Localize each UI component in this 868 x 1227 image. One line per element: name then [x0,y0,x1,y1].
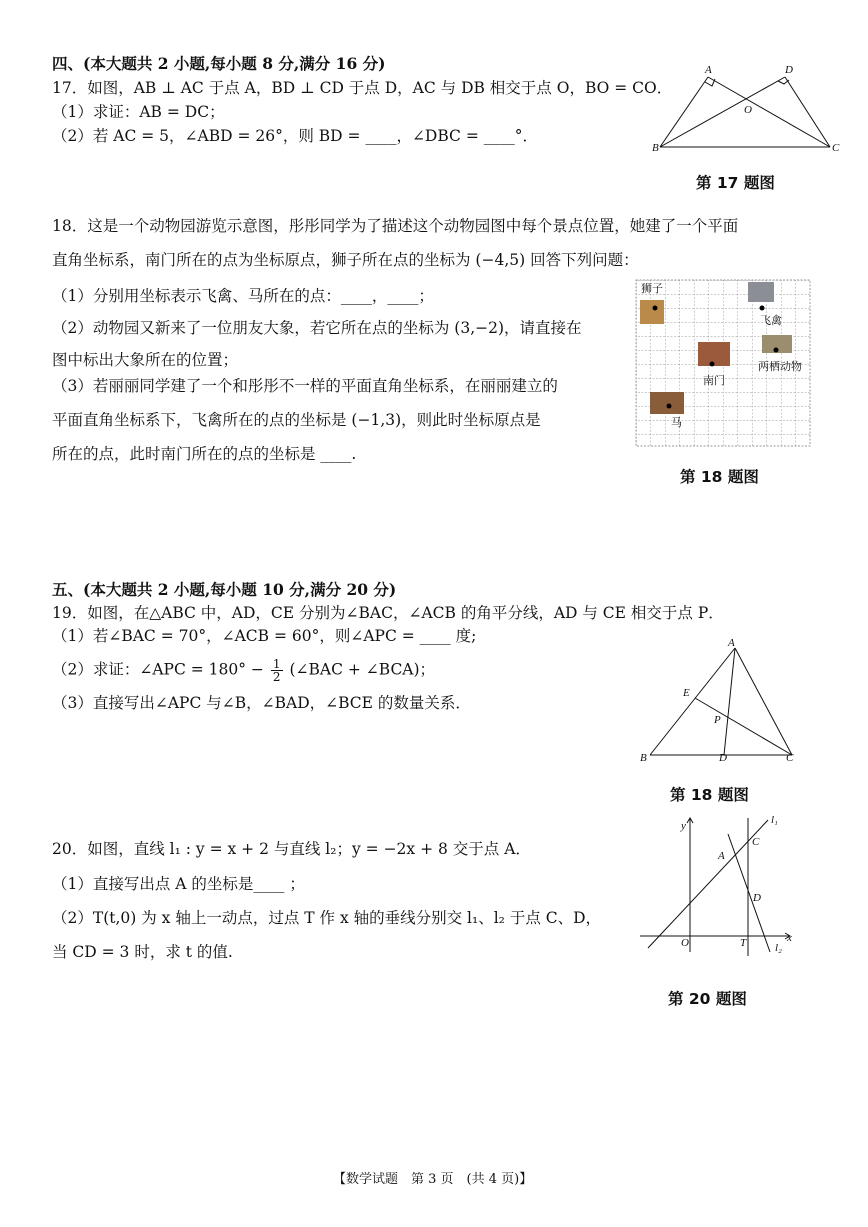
q19-stem: 19．如图，在△ABC 中，AD，CE 分别为∠BAC，∠ACB 的角平分线，AD 与 CE 相交于点 P． [52,604,724,622]
line-l2 [728,834,770,952]
horse-point [667,404,672,409]
line-l1 [648,820,768,948]
q18-part1: （1）分别用坐标表示飞禽、马所在的点：____，____； [52,287,434,305]
q19-label-a: A [728,637,735,649]
q17-part1: （1）求证：AB = DC； [52,103,225,121]
q18-part2-line2: 图中标出大象所在的位置； [52,351,239,369]
fraction-numerator: 1 [272,657,281,671]
q20-stem: 20．如图，直线 l₁ : y = x + 2 与直线 l₂；y = −2x + 8 交于点 A． [52,840,531,858]
q17-label-d: D [785,64,793,76]
q17-part2: （2）若 AC = 5，∠ABD = 26°，则 BD = ____，∠DBC = ____°． [52,127,538,145]
q18-caption: 第 18 题图 [680,468,759,486]
q20-label-o: O [681,937,689,949]
horse-picture [650,392,684,414]
q19-part2-prefix: （2）求证：∠APC = 180° − [52,660,264,679]
q18-part3-line3: 所在的点，此时南门所在的点的坐标是 ____. [52,445,357,463]
lion-picture [640,300,664,324]
lion-point [653,306,658,311]
q17-label-b: B [652,142,659,154]
q20-label-c: C [752,836,760,848]
q19-part3: （3）直接写出∠APC 与∠B，∠BAD，∠BCE 的数量关系． [52,694,471,712]
q19-part2 [52,658,435,683]
q19-caption: 第 18 题图 [670,786,749,804]
q20-label-t: T [740,937,747,949]
bird-point [760,306,765,311]
section-5-heading: 五、(本大题共 2 小题,每小题 10 分,满分 20 分) [52,580,397,599]
label-zoo: 两栖动物 [758,360,802,373]
q20-part2-line1: （2）T(t,0) 为 x 轴上一动点，过点 T 作 x 轴的垂线分别交 l₁、l₂ 于点 C、D， [52,909,602,927]
q17-label-o: O [744,104,752,116]
q18-part3-line1: （3）若丽丽同学建了一个和彤彤不一样的平面直角坐标系，在丽丽建立的 [52,377,558,395]
q19-label-e: E [683,687,690,699]
fraction-denominator: 2 [272,670,281,684]
q19-triangle-figure [640,640,800,765]
q19-part1: （1）若∠BAC = 70°，∠ACB = 60°，则∠APC = ____ 度; [52,627,477,645]
q19-label-d: D [719,752,727,764]
label-gate: 南门 [703,374,725,387]
zoo-point [774,348,779,353]
q19-part2-suffix: (∠BAC + ∠BCA)； [289,660,436,679]
q18-intro-line1: 18．这是一个动物园游览示意图，彤彤同学为了描述这个动物园图中每个景点位置，她建了一个平面 [52,217,739,235]
q20-caption: 第 20 题图 [668,990,747,1008]
q20-label-d: D [753,892,761,904]
q17-caption: 第 17 题图 [696,174,775,192]
q17-label-c: C [832,142,840,154]
q19-label-b: B [640,752,647,764]
q20-label-y: y [681,820,686,832]
label-lion: 狮子 [641,282,663,295]
q17-stem: 17．如图，AB ⊥ AC 于点 A，BD ⊥ CD 于点 D，AC 与 DB 相交于点 O，BO = CO． [52,79,673,97]
fraction [271,658,283,683]
q17-label-a: A [705,64,712,76]
section-4-heading: 四、(本大题共 2 小题,每小题 8 分,满分 16 分) [52,54,386,73]
gate-picture [698,342,730,366]
q20-part2-line2: 当 CD = 3 时，求 t 的值. [52,943,233,961]
label-horse: 马 [671,416,682,429]
q20-label-l1: l₁ [771,814,778,826]
bird-picture [748,282,774,302]
q18-intro-line2: 直角坐标系，南门所在的点为坐标原点，狮子所在点的坐标为 (−4,5) 回答下列问题： [52,251,639,269]
label-bird: 飞禽 [760,314,782,327]
q20-label-a: A [718,850,725,862]
q18-part3-line2: 平面直角坐标系下，飞禽所在的点的坐标是 (−1,3)，则此时坐标原点是 [52,411,541,429]
q19-label-c: C [786,752,794,764]
q18-part2-line1: （2）动物园又新来了一位朋友大象，若它所在点的坐标为 (3,−2)，请直接在 [52,319,582,337]
q20-label-x: x [787,932,792,944]
page-footer: 【数学试题 第 3 页 (共 4 页)】 [333,1172,533,1187]
q20-part1: （1）直接写出点 A 的坐标是____ ； [52,875,305,893]
gate-point [710,362,715,367]
q20-label-l2: l₂ [775,942,782,954]
q20-coordinate-figure [640,812,800,962]
q19-label-p: P [714,714,721,726]
